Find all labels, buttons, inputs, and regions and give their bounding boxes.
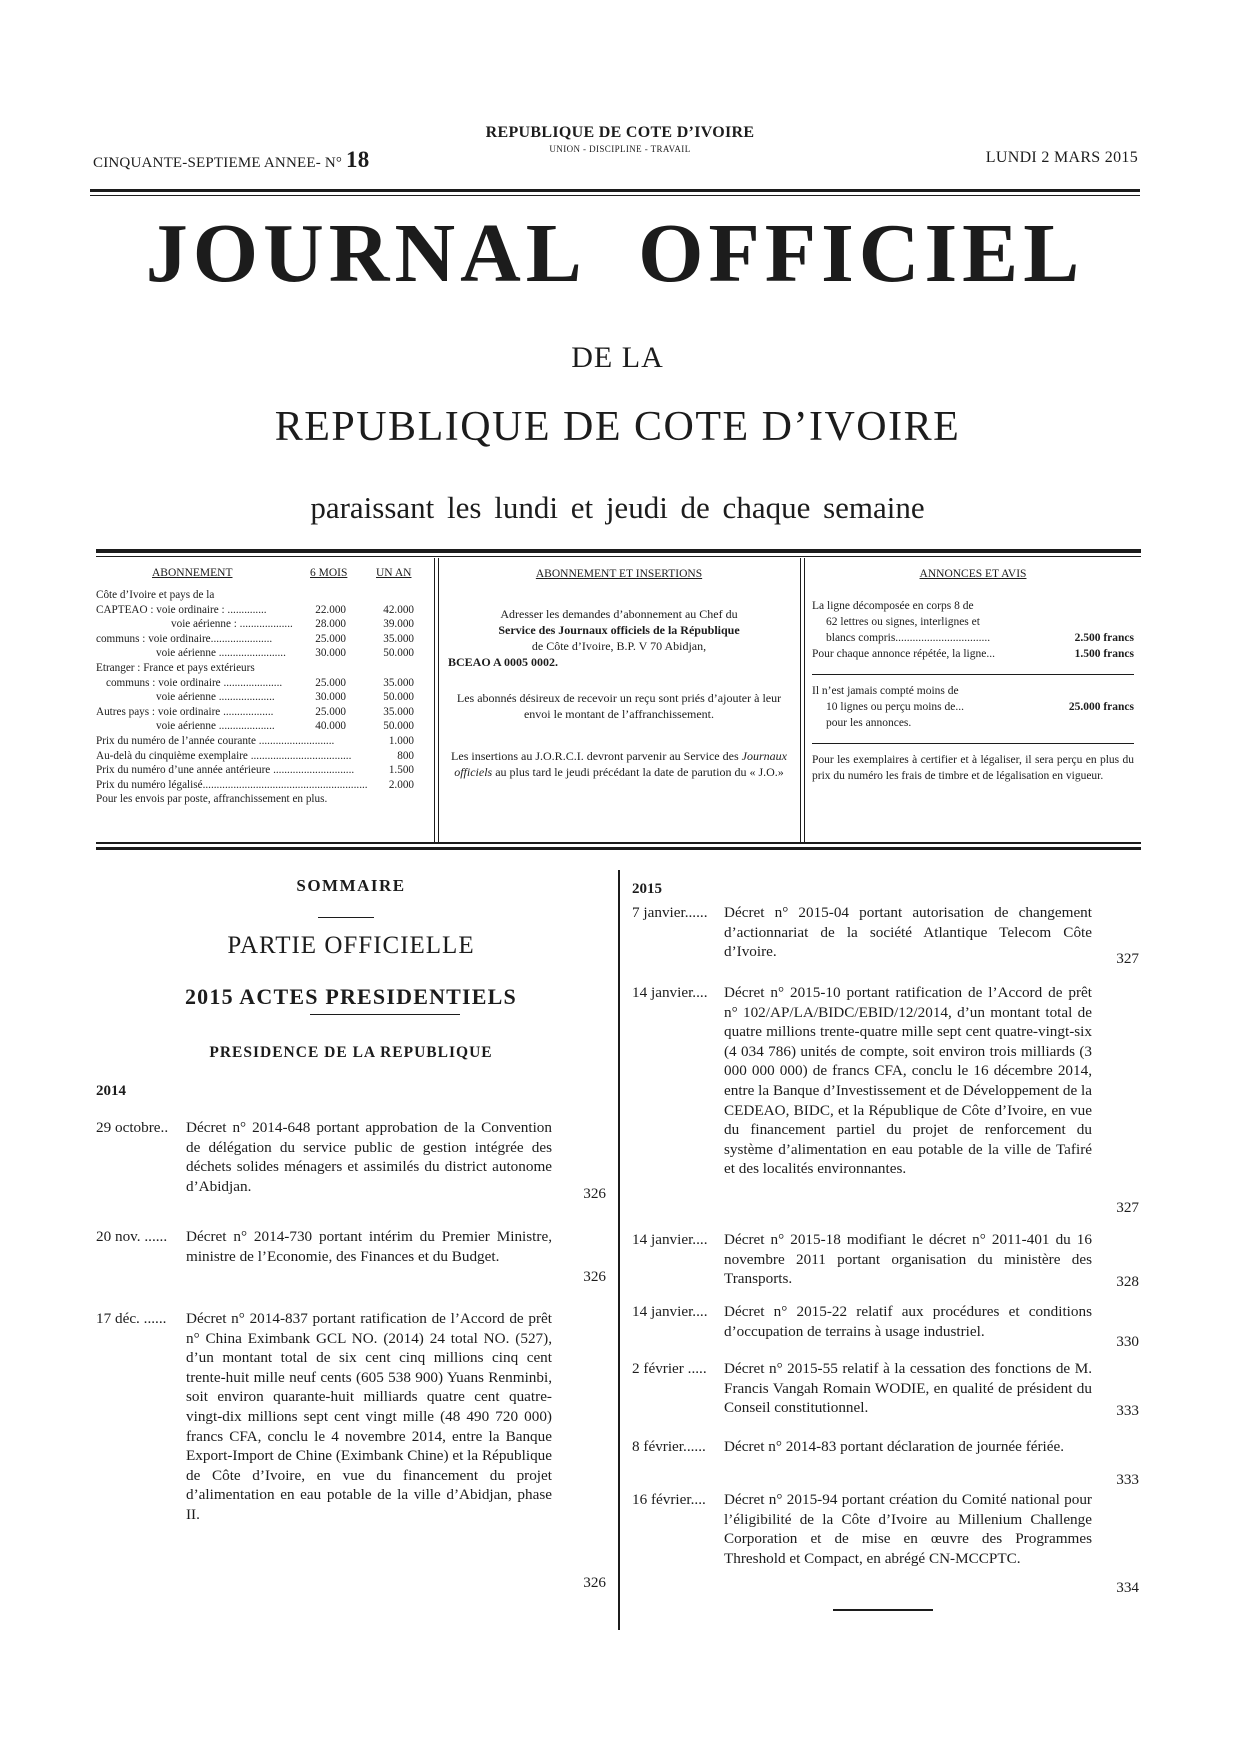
republic-name: REPUBLIQUE DE COTE D’IVOIRE <box>485 124 755 141</box>
journal-title: JOURNAL OFFICIEL <box>145 207 1085 300</box>
annonces-line: 62 lettres ou signes, interlignes et <box>826 616 980 628</box>
insertions-header: ABONNEMENT ET INSERTIONS <box>535 568 703 580</box>
entry-text: Décret n° 2015-18 modifiant le décret n° 2011-401 du 16 novembre 2011 portant organisation du ministère des Transports. <box>724 1231 1092 1288</box>
entry-page-number: 333 <box>1116 1471 1139 1488</box>
annonces-price: 2.500 francs <box>1074 632 1134 644</box>
republic-motto: UNION - DISCIPLINE - TRAVAIL <box>549 144 691 154</box>
actes-rule <box>310 1014 460 1015</box>
entry-page-number: 326 <box>583 1268 606 1285</box>
address-line-1: Adresser les demandes d’abonnement au Chef du <box>500 607 738 621</box>
address-line-3: de Côte d’Ivoire, B.P. V 70 Abidjan, <box>531 639 707 653</box>
tarif-row <box>96 719 426 734</box>
tarif-label: Pour les envois par poste, affranchissement en plus. <box>96 793 328 806</box>
box-rule-bottom-thin <box>96 842 1141 844</box>
annonces-line: La ligne décomposée en corps 8 de <box>812 600 974 612</box>
tarif-row <box>96 646 426 661</box>
tarif-label: Etranger : France et pays extérieurs <box>96 661 255 674</box>
entry-page-number: 328 <box>1116 1273 1139 1290</box>
issue-year-label: CINQUANTE-SEPTIEME ANNEE- N° <box>93 155 343 171</box>
tarif-1an: 35.000 <box>383 676 414 689</box>
entry-date: 8 février...... <box>632 1438 706 1455</box>
entry-text: Décret n° 2014-83 portant déclaration de journée fériée. <box>724 1438 1065 1455</box>
tarif-row <box>96 763 426 778</box>
sommaire-entry <box>632 1359 1139 1423</box>
box-rule-top <box>96 549 1141 553</box>
tarif-1an: 35.000 <box>383 705 414 718</box>
end-rule <box>833 1609 933 1611</box>
deadline-text-a: Les insertions au J.O.R.C.I. devront parvenir au Service des <box>451 749 739 763</box>
entry-text: Décret n° 2015-04 portant autorisation de changement d’actionnariat de la société Atlantique Telecom Côte d’Ivoire. <box>724 904 1092 961</box>
tarif-row <box>96 705 426 720</box>
box-divider-1 <box>434 558 439 842</box>
tarif-6mois: 22.000 <box>315 603 346 616</box>
annonces-column <box>812 566 1134 784</box>
annonces-separator <box>812 743 1134 744</box>
entry-text: Décret n° 2015-94 portant création du Comité national pour l’éligibilité de la Côte d’Ivoire au Millenium Challenge Corporation et de mise en œuvre des Programmes Threshold et Compact, en abrégé CN-MCCPTC. <box>724 1491 1092 1567</box>
column-divider <box>618 870 620 1630</box>
insertions-column <box>448 566 790 794</box>
tarif-row <box>96 603 426 618</box>
tarif-1an: 50.000 <box>383 647 414 660</box>
tarifs-header-6mois: 6 MOIS <box>310 567 348 579</box>
deadline-text-italic: Journaux officiels <box>454 749 787 779</box>
tarif-6mois: 25.000 <box>315 676 346 689</box>
tarif-label: CAPTEAO : voie ordinaire : .............. <box>96 603 267 616</box>
tarifs-header <box>96 566 426 588</box>
tarifs-column <box>96 566 426 807</box>
tarifs-rows <box>96 588 426 807</box>
title-de-la: DE LA <box>571 341 664 374</box>
annonces-line-text: 10 lignes ou perçu moins de... <box>826 701 964 713</box>
sommaire-entry <box>632 983 1139 1215</box>
tarif-1an: 50.000 <box>383 691 414 704</box>
annonces-line-priced <box>812 646 1134 662</box>
tarif-label: communs : voie ordinaire...................... <box>96 632 273 645</box>
entry-date: 16 février.... <box>632 1491 706 1508</box>
sommaire-entry <box>96 1227 606 1287</box>
entry-text: Décret n° 2014-730 portant intérim du Premier Ministre, ministre de l’Economie, des Finances et du Budget. <box>186 1228 552 1265</box>
annonces-price: 25.000 francs <box>1068 701 1134 713</box>
publication-schedule: paraissant les lundi et jeudi de chaque semaine <box>310 490 925 525</box>
tarif-row <box>96 588 426 603</box>
box-rule-bottom <box>96 847 1141 850</box>
insertions-address <box>448 606 790 670</box>
entry-page-number: 334 <box>1116 1579 1139 1596</box>
entry-text: Décret n° 2014-648 portant approbation de la Convention de délégation du service public de gestion intégrée des déchets solides ménagers et assimilés du district autonome d’Abidjan. <box>186 1119 552 1195</box>
partie-officielle: PARTIE OFFICIELLE <box>227 932 475 959</box>
sommaire-entry <box>632 903 1139 969</box>
insertions-receipt: Les abonnés désireux de recevoir un reçu sont priés d’ajouter à leur envoi le montant de l’affranchissement. <box>456 691 782 721</box>
entry-date: 14 janvier.... <box>632 1303 708 1320</box>
entry-date: 14 janvier.... <box>632 984 708 1001</box>
annonces-header: ANNONCES ET AVIS <box>919 568 1027 580</box>
top-rule-thin <box>90 195 1140 196</box>
tarif-6mois: 30.000 <box>315 691 346 704</box>
tarif-label: Au-delà du cinquième exemplaire .................................... <box>96 749 352 762</box>
tarif-1an: 1.000 <box>388 734 414 747</box>
sommaire-entry <box>632 1490 1139 1596</box>
annonces-line-priced <box>812 630 1134 646</box>
tarif-label: Côte d’Ivoire et pays de la <box>96 589 215 601</box>
year-2015: 2015 <box>632 881 662 897</box>
entry-date: 17 déc. ...... <box>96 1310 167 1327</box>
entry-page-number: 333 <box>1116 1402 1139 1419</box>
entry-page-number: 326 <box>583 1185 606 1202</box>
entry-date: 7 janvier...... <box>632 904 708 921</box>
sommaire-entry <box>96 1309 606 1599</box>
entry-page-number: 330 <box>1116 1333 1139 1350</box>
tarif-label: voie aérienne .................... <box>156 720 275 733</box>
entry-date: 29 octobre.. <box>96 1119 169 1136</box>
tarif-row <box>96 676 426 691</box>
tarif-6mois: 25.000 <box>315 632 346 645</box>
annonces-block-2 <box>812 683 1134 731</box>
annonces-line: Il n’est jamais compté moins de <box>812 685 959 697</box>
entry-page-number: 326 <box>583 1574 606 1591</box>
tarif-label: Prix du numéro d’une année antérieure ............................. <box>96 764 355 777</box>
tarif-1an: 1.500 <box>388 764 414 777</box>
sommaire-rule <box>318 917 374 918</box>
tarif-row <box>96 690 426 705</box>
tarif-6mois: 28.000 <box>315 618 346 631</box>
entry-date: 20 nov. ...... <box>96 1228 168 1245</box>
top-rule <box>90 189 1140 192</box>
tarifs-header-1an: UN AN <box>376 567 412 579</box>
presidence-heading: PRESIDENCE DE LA REPUBLIQUE <box>209 1044 493 1061</box>
address-line-4: BCEAO A 0005 0002. <box>448 655 559 669</box>
tarif-label: Prix du numéro légalisé........................................................... <box>96 778 368 791</box>
tarif-label: voie aérienne ........................ <box>156 647 286 660</box>
annonces-block-1 <box>812 598 1134 662</box>
annonces-line: pour les annonces. <box>826 717 912 729</box>
entry-text: Décret n° 2015-10 portant ratification de l’Accord de prêt n° 102/AP/LA/BIDC/EBID/12/2014, d’un montant total de quatre millions trente-quatre mille sept cent quatre-vingt-six (4 034 786) unités de compte, soit environ trois milliards (3 000 000 000) de francs CFA, conclu le 16 décembre 2014, entre la Banque d’Investissement et de Développement de la CEDEAO, BIDC, et la République de Côte d’Ivoire, en vue du financement partiel du projet de renforcement du système d’alimentation en eau potable de la ville de Tafiré et des localités environnantes. <box>724 984 1092 1178</box>
annonces-legalisation: Pour les exemplaires à certifier et à légaliser, il sera perçu en plus du prix du numéro les frais de timbre et de légalisation en vigueur. <box>812 754 1134 782</box>
entry-page-number: 327 <box>1116 1199 1139 1216</box>
annonces-price: 1.500 francs <box>1074 648 1134 660</box>
year-2014: 2014 <box>96 1083 126 1099</box>
entry-text: Décret n° 2015-22 relatif aux procédures et conditions d’occupation de terrains à usage industriel. <box>724 1303 1092 1340</box>
annonces-line-priced <box>812 699 1134 715</box>
address-line-2: Service des Journaux officiels de la République <box>498 623 740 637</box>
tarif-1an: 50.000 <box>383 720 414 733</box>
tarif-1an: 39.000 <box>383 618 414 631</box>
box-divider-2 <box>800 558 805 842</box>
tarif-label: voie aérienne .................... <box>156 691 275 704</box>
sommaire-entry <box>632 1230 1139 1294</box>
tarif-label: communs : voie ordinaire ..................... <box>106 676 283 689</box>
sommaire-title: SOMMAIRE <box>296 876 406 895</box>
entry-text: Décret n° 2014-837 portant ratification de l’Accord de prêt n° China Eximbank GCL NO. (2014) 24 total NO. (527), d’un montant total de six cent cinq millions cinq cent trente-huit mille neuf cents (605 538 900) Yuans Renminbi, soit environ quarante-huit milliards quatre cent quatre-vingt-dix millions sept cent vingt mille (48 490 720 000) francs CFA, conclu le 4 novembre 2014, entre la Banque Export-Import de Chine (Eximbank Chine) et la République de Côte d’Ivoire, en vue du financement du projet d’alimentation en eau potable de la ville d’Abidjan, phase II. <box>186 1310 552 1523</box>
entry-text: Décret n° 2015-55 relatif à la cessation des fonctions de M. Francis Vangah Romain WODIE, en qualité de président du Conseil constitutionnel. <box>724 1360 1092 1417</box>
actes-presidentiels: 2015 ACTES PRESIDENTIELS <box>184 984 517 1009</box>
annonces-line-text: Pour chaque annonce répétée, la ligne... <box>812 648 995 660</box>
tarif-row <box>96 792 426 807</box>
issue-number: 18 <box>346 147 370 172</box>
tarif-1an: 2.000 <box>388 778 414 791</box>
tarif-label: voie aérienne : ................... <box>171 618 293 631</box>
tarif-1an: 42.000 <box>383 603 414 616</box>
title-republique: REPUBLIQUE DE COTE D’IVOIRE <box>274 404 961 450</box>
annonces-line-text: blancs compris................................. <box>826 632 991 644</box>
tarif-row <box>96 778 426 793</box>
sommaire-entry <box>96 1118 606 1216</box>
tarifs-header-label: ABONNEMENT <box>152 567 233 579</box>
tarif-6mois: 25.000 <box>315 705 346 718</box>
tarif-row <box>96 661 426 676</box>
tarif-label: Autres pays : voie ordinaire .................. <box>96 705 274 718</box>
tarif-1an: 35.000 <box>383 632 414 645</box>
tarif-row <box>96 734 426 749</box>
tarif-6mois: 40.000 <box>315 720 346 733</box>
sommaire-entry <box>632 1437 1139 1488</box>
box-rule-top-thin <box>96 556 1141 557</box>
sommaire-entry <box>632 1302 1139 1350</box>
entry-page-number: 327 <box>1116 950 1139 967</box>
entry-date: 2 février ..... <box>632 1360 707 1377</box>
tarif-row <box>96 749 426 764</box>
issue-date: LUNDI 2 MARS 2015 <box>985 149 1138 166</box>
annonces-separator <box>812 674 1134 675</box>
tarif-row <box>96 617 426 632</box>
tarif-1an: 800 <box>397 749 414 762</box>
entry-date: 14 janvier.... <box>632 1231 708 1248</box>
deadline-text-b: au plus tard le jeudi précédant la date de parution du « J.O.» <box>495 765 784 779</box>
tarif-row <box>96 632 426 647</box>
tarif-label: Prix du numéro de l’année courante ........................... <box>96 734 335 747</box>
masthead-republic <box>400 124 840 154</box>
tarif-6mois: 30.000 <box>315 647 346 660</box>
insertions-deadline <box>448 748 790 780</box>
issue-line <box>93 147 369 173</box>
